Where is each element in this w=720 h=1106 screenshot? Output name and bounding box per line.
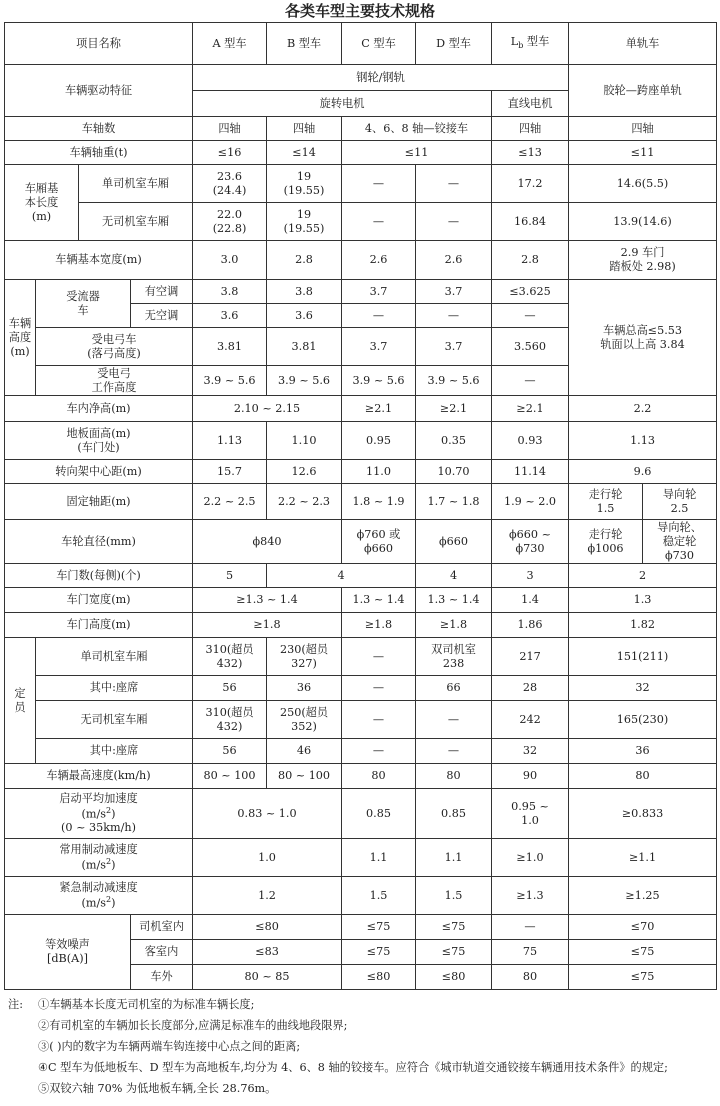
table-row (5, 839, 717, 877)
capacity-single-seats-d: 66 (416, 676, 492, 701)
door-height-lb: 1.86 (492, 613, 569, 638)
noise-driver-c: ≤75 (342, 915, 416, 940)
accel-unit-sup: 2 (106, 805, 112, 815)
note-1 (8, 994, 716, 1015)
height-noac-label: 无空调 (131, 304, 193, 328)
wheelbase-lb: 1.9 ~ 2.0 (492, 484, 569, 520)
height-collector-label: 受流器 车 (36, 280, 131, 328)
note-3: ③( )内的数字为车辆两端车钩连接中心点之间的距离; (38, 1040, 301, 1053)
height-panto-work-c: 3.9 ~ 5.6 (342, 366, 416, 396)
note-4: ④C 型车为低地板车、D 型车为高地板车,均分为 4、6、8 轴的铰接车。应符合《城市轨道交通铰接车辆通用技术条件》的规定; (38, 1061, 668, 1074)
door-count-a: 5 (193, 564, 267, 588)
capacity-none-lb: 242 (492, 701, 569, 739)
brake-label-text: 常用制动减速度 (59, 842, 138, 856)
accel-unit-open: (m/s (81, 807, 107, 821)
accel-range: (0 ~ 35km/h) (61, 821, 136, 835)
capacity-none-seats-c: — (342, 739, 416, 764)
capacity-none-mono: 165(230) (569, 701, 717, 739)
table-row (5, 739, 717, 764)
floor-c: 0.95 (342, 422, 416, 460)
bogie-c: 11.0 (342, 460, 416, 484)
length-none-c: — (342, 203, 416, 241)
capacity-single-label: 单司机室车厢 (36, 638, 193, 676)
capacity-single-mono: 151(211) (569, 638, 717, 676)
table-row (5, 676, 717, 701)
axles-a: 四轴 (193, 117, 267, 141)
height-noac-c: — (342, 304, 416, 328)
table-row (5, 520, 717, 564)
door-height-c: ≥1.8 (342, 613, 416, 638)
wheel-d: ϕ660 (416, 520, 492, 564)
header-a: A 型车 (193, 23, 267, 65)
accel-d: 0.85 (416, 789, 492, 839)
accel-mono: ≥0.833 (569, 789, 717, 839)
height-panto-down-a: 3.81 (193, 328, 267, 366)
noise-outside-mono: ≤75 (569, 965, 717, 990)
noise-driver-ab: ≤80 (193, 915, 342, 940)
noise-outside-d: ≤80 (416, 965, 492, 990)
table-row (5, 613, 717, 638)
height-panto-down-d: 3.7 (416, 328, 492, 366)
door-width-label: 车门宽度(m) (5, 588, 193, 613)
capacity-single-seats-mono: 32 (569, 676, 717, 701)
height-panto-work-d: 3.9 ~ 5.6 (416, 366, 492, 396)
door-count-label: 车门数(每侧)(个) (5, 564, 193, 588)
door-width-d: 1.3 ~ 1.4 (416, 588, 492, 613)
table-row (5, 588, 717, 613)
max-speed-label: 车辆最高速度(km/h) (5, 764, 193, 789)
noise-passenger-lb: 75 (492, 940, 569, 965)
ebrake-ab: 1.2 (193, 877, 342, 915)
floor-mono: 1.13 (569, 422, 717, 460)
axle-load-cd: ≤11 (342, 141, 492, 165)
brake-lb: ≥1.0 (492, 839, 569, 877)
height-panto-work-lb: — (492, 366, 569, 396)
capacity-single-d: 双司机室 238 (416, 638, 492, 676)
door-height-label: 车门高度(m) (5, 613, 193, 638)
door-width-lb: 1.4 (492, 588, 569, 613)
ebrake-label-text: 紧急制动减速度 (59, 880, 138, 894)
width-lb: 2.8 (492, 241, 569, 280)
axle-load-lb: ≤13 (492, 141, 569, 165)
height-ac-label: 有空调 (131, 280, 193, 304)
door-width-mono: 1.3 (569, 588, 717, 613)
capacity-none-seats-mono: 36 (569, 739, 717, 764)
brake-unit-open: (m/s (81, 858, 107, 872)
noise-driver-lb: — (492, 915, 569, 940)
height-ac-c: 3.7 (342, 280, 416, 304)
noise-passenger-mono: ≤75 (569, 940, 717, 965)
noise-label: 等效噪声 [dB(A)] (5, 915, 131, 990)
drive-label: 车辆驱动特征 (5, 65, 193, 117)
axles-cd: 4、6、8 轴—铰接车 (342, 117, 492, 141)
max-speed-lb: 90 (492, 764, 569, 789)
length-single-mono: 14.6(5.5) (569, 165, 717, 203)
ebrake-d: 1.5 (416, 877, 492, 915)
clear-height-label: 车内净高(m) (5, 396, 193, 422)
width-a: 3.0 (193, 241, 267, 280)
axle-load-mono: ≤11 (569, 141, 717, 165)
height-panto-down-b: 3.81 (267, 328, 342, 366)
table-row (5, 701, 717, 739)
clear-height-d: ≥2.1 (416, 396, 492, 422)
noise-driver-mono: ≤70 (569, 915, 717, 940)
clear-height-ab: 2.10 ~ 2.15 (193, 396, 342, 422)
width-mono: 2.9 车门 踏板处 2.98) (569, 241, 717, 280)
height-noac-d: — (416, 304, 492, 328)
brake-ab: 1.0 (193, 839, 342, 877)
height-panto-work-a: 3.9 ~ 5.6 (193, 366, 267, 396)
bogie-label: 转向架中心距(m) (5, 460, 193, 484)
table-title: 各类车型主要技术规格 (284, 2, 435, 20)
note-2: ②有司机室的车辆加长长度部分,应满足标准车的曲线地段限界; (38, 1019, 348, 1032)
drive-wheel: 钢轮/钢轨 (193, 65, 569, 91)
capacity-single-seats-label: 其中:座席 (36, 676, 193, 701)
header-lb (492, 23, 569, 65)
capacity-none-seats-a: 56 (193, 739, 267, 764)
wheel-lb: ϕ660 ~ ϕ730 (492, 520, 569, 564)
capacity-single-seats-c: — (342, 676, 416, 701)
ebrake-mono: ≥1.25 (569, 877, 717, 915)
accel-unit-close: ) (111, 807, 116, 821)
drive-linear: 直线电机 (492, 91, 569, 117)
brake-c: 1.1 (342, 839, 416, 877)
capacity-label: 定 员 (5, 638, 36, 764)
axles-b: 四轴 (267, 117, 342, 141)
drive-mono: 胶轮—跨座单轨 (569, 65, 717, 117)
header-lb-tail: 型车 (523, 35, 550, 49)
height-noac-b: 3.6 (267, 304, 342, 328)
door-width-c: 1.3 ~ 1.4 (342, 588, 416, 613)
capacity-single-seats-a: 56 (193, 676, 267, 701)
bogie-d: 10.70 (416, 460, 492, 484)
capacity-none-seats-b: 46 (267, 739, 342, 764)
height-ac-lb: ≤3.625 (492, 280, 569, 304)
width-d: 2.6 (416, 241, 492, 280)
table-row (5, 117, 717, 141)
brake-unit-close: ) (111, 858, 116, 872)
table-row (5, 877, 717, 915)
table-row (5, 396, 717, 422)
height-panto-work-b: 3.9 ~ 5.6 (267, 366, 342, 396)
wheelbase-d: 1.7 ~ 1.8 (416, 484, 492, 520)
brake-d: 1.1 (416, 839, 492, 877)
length-none-b: 19 (19.55) (267, 203, 342, 241)
clear-height-lb: ≥2.1 (492, 396, 569, 422)
table-row (5, 564, 717, 588)
clear-height-c: ≥2.1 (342, 396, 416, 422)
capacity-none-label: 无司机室车厢 (36, 701, 193, 739)
table-row (5, 638, 717, 676)
wheelbase-mono-running: 走行轮 1.5 (569, 484, 643, 520)
axle-load-a: ≤16 (193, 141, 267, 165)
note-5: ⑤双铰六轴 70% 为低地板车辆,全长 28.76m。 (38, 1082, 277, 1095)
capacity-none-c: — (342, 701, 416, 739)
noise-driver-d: ≤75 (416, 915, 492, 940)
length-single-b: 19 (19.55) (267, 165, 342, 203)
accel-label (5, 789, 193, 839)
noise-outside-ab: 80 ~ 85 (193, 965, 342, 990)
axles-mono: 四轴 (569, 117, 717, 141)
capacity-none-seats-d: — (416, 739, 492, 764)
wheel-c: ϕ760 或 ϕ660 (342, 520, 416, 564)
header-c: C 型车 (342, 23, 416, 65)
noise-outside-label: 车外 (131, 965, 193, 990)
capacity-single-c: — (342, 638, 416, 676)
length-single-label: 单司机室车厢 (79, 165, 193, 203)
door-count-bc: 4 (267, 564, 416, 588)
capacity-single-b: 230(超员 327) (267, 638, 342, 676)
axle-load-label: 车辆轴重(t) (5, 141, 193, 165)
noise-passenger-c: ≤75 (342, 940, 416, 965)
table-row (5, 422, 717, 460)
notes-prefix: 注: (8, 998, 23, 1011)
ebrake-lb: ≥1.3 (492, 877, 569, 915)
length-none-label: 无司机室车厢 (79, 203, 193, 241)
table-row (5, 484, 717, 520)
accel-c: 0.85 (342, 789, 416, 839)
bogie-mono: 9.6 (569, 460, 717, 484)
wheelbase-mono-guide: 导向轮 2.5 (643, 484, 717, 520)
clear-height-mono: 2.2 (569, 396, 717, 422)
capacity-none-b: 250(超员 352) (267, 701, 342, 739)
table-row (5, 65, 717, 91)
bogie-lb: 11.14 (492, 460, 569, 484)
header-lb-subscript: b (518, 41, 524, 51)
bogie-b: 12.6 (267, 460, 342, 484)
floor-b: 1.10 (267, 422, 342, 460)
axle-load-b: ≤14 (267, 141, 342, 165)
wheelbase-a: 2.2 ~ 2.5 (193, 484, 267, 520)
header-project: 项目名称 (5, 23, 193, 65)
notes (8, 994, 716, 1099)
noise-outside-lb: 80 (492, 965, 569, 990)
brake-unit-sup: 2 (106, 856, 112, 866)
door-width-ab: ≥1.3 ~ 1.4 (193, 588, 342, 613)
table-row (5, 165, 717, 203)
max-speed-b: 80 ~ 100 (267, 764, 342, 789)
header-d: D 型车 (416, 23, 492, 65)
ebrake-c: 1.5 (342, 877, 416, 915)
capacity-none-seats-label: 其中:座席 (36, 739, 193, 764)
height-noac-a: 3.6 (193, 304, 267, 328)
noise-driver-label: 司机室内 (131, 915, 193, 940)
height-panto-down-label: 受电弓车 (落弓高度) (36, 328, 193, 366)
table-row (5, 915, 717, 940)
noise-outside-c: ≤80 (342, 965, 416, 990)
ebrake-unit-close: ) (111, 896, 116, 910)
axles-label: 车轴数 (5, 117, 193, 141)
max-speed-mono: 80 (569, 764, 717, 789)
ebrake-unit-open: (m/s (81, 896, 107, 910)
height-label: 车辆 高度 (m) (5, 280, 36, 396)
wheel-ab: ϕ840 (193, 520, 342, 564)
door-count-d: 4 (416, 564, 492, 588)
floor-a: 1.13 (193, 422, 267, 460)
capacity-single-seats-lb: 28 (492, 676, 569, 701)
width-c: 2.6 (342, 241, 416, 280)
header-b: B 型车 (267, 23, 342, 65)
wheelbase-c: 1.8 ~ 1.9 (342, 484, 416, 520)
wheelbase-b: 2.2 ~ 2.3 (267, 484, 342, 520)
height-panto-work-label: 受电弓 工作高度 (36, 366, 193, 396)
table-row (5, 460, 717, 484)
wheel-mono-running: 走行轮 ϕ1006 (569, 520, 643, 564)
ebrake-unit-sup: 2 (106, 894, 112, 904)
length-none-lb: 16.84 (492, 203, 569, 241)
header-mono: 单轨车 (569, 23, 717, 65)
drive-rotary: 旋转电机 (193, 91, 492, 117)
length-none-mono: 13.9(14.6) (569, 203, 717, 241)
height-panto-down-c: 3.7 (342, 328, 416, 366)
accel-label-text: 启动平均加速度 (59, 791, 138, 805)
brake-mono: ≥1.1 (569, 839, 717, 877)
height-ac-a: 3.8 (193, 280, 267, 304)
wheelbase-label: 固定轴距(m) (5, 484, 193, 520)
length-single-c: — (342, 165, 416, 203)
length-single-d: — (416, 165, 492, 203)
max-speed-d: 80 (416, 764, 492, 789)
ebrake-label (5, 877, 193, 915)
capacity-single-lb: 217 (492, 638, 569, 676)
noise-passenger-d: ≤75 (416, 940, 492, 965)
door-height-ab: ≥1.8 (193, 613, 342, 638)
height-noac-lb: — (492, 304, 569, 328)
length-label: 车厢基 本长度 (m) (5, 165, 79, 241)
bogie-a: 15.7 (193, 460, 267, 484)
length-none-a: 22.0 (22.8) (193, 203, 267, 241)
door-count-mono: 2 (569, 564, 717, 588)
brake-label (5, 839, 193, 877)
table-row (5, 23, 717, 65)
table-row (5, 789, 717, 839)
max-speed-c: 80 (342, 764, 416, 789)
length-single-lb: 17.2 (492, 165, 569, 203)
noise-passenger-label: 客室内 (131, 940, 193, 965)
height-ac-b: 3.8 (267, 280, 342, 304)
door-height-mono: 1.82 (569, 613, 717, 638)
header-lb-letter: L (510, 35, 519, 49)
capacity-single-a: 310(超员 432) (193, 638, 267, 676)
capacity-none-a: 310(超员 432) (193, 701, 267, 739)
capacity-single-seats-b: 36 (267, 676, 342, 701)
height-ac-d: 3.7 (416, 280, 492, 304)
table-row (5, 280, 717, 304)
wheel-mono-guide: 导向轮、 稳定轮 ϕ730 (643, 520, 717, 564)
height-panto-down-lb: 3.560 (492, 328, 569, 366)
capacity-none-seats-lb: 32 (492, 739, 569, 764)
wheel-label: 车轮直径(mm) (5, 520, 193, 564)
door-height-d: ≥1.8 (416, 613, 492, 638)
accel-ab: 0.83 ~ 1.0 (193, 789, 342, 839)
spec-table (4, 22, 717, 990)
width-b: 2.8 (267, 241, 342, 280)
door-count-lb: 3 (492, 564, 569, 588)
noise-passenger-ab: ≤83 (193, 940, 342, 965)
table-row (5, 141, 717, 165)
height-mono: 车辆总高≤5.53 轨面以上高 3.84 (569, 280, 717, 396)
length-single-a: 23.6 (24.4) (193, 165, 267, 203)
max-speed-a: 80 ~ 100 (193, 764, 267, 789)
width-label: 车辆基本宽度(m) (5, 241, 193, 280)
axles-lb: 四轴 (492, 117, 569, 141)
floor-label: 地板面高(m) (车门处) (5, 422, 193, 460)
table-row (5, 203, 717, 241)
note-1-text: ①车辆基本长度无司机室的为标准车辆长度; (38, 998, 255, 1011)
capacity-none-d: — (416, 701, 492, 739)
table-row (5, 241, 717, 280)
length-none-d: — (416, 203, 492, 241)
floor-d: 0.35 (416, 422, 492, 460)
table-row (5, 764, 717, 789)
accel-lb: 0.95 ~ 1.0 (492, 789, 569, 839)
floor-lb: 0.93 (492, 422, 569, 460)
